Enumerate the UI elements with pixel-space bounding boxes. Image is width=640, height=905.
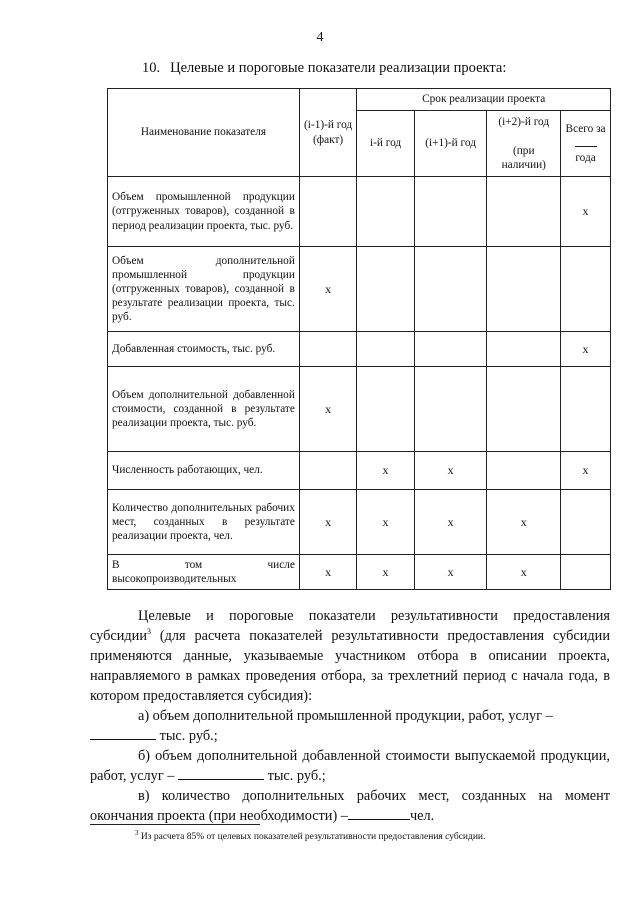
item-a: [90, 706, 610, 746]
item-c-blank: [348, 807, 410, 820]
cell-i2: [487, 247, 561, 332]
header-year-i2-line1: (i+2)-й год: [498, 116, 550, 129]
cell-i: [357, 367, 414, 452]
cell-i2: [487, 452, 561, 490]
cell-i1: x: [414, 490, 487, 555]
cell-i1: [414, 332, 487, 367]
table-row: [108, 247, 611, 332]
item-b-unit: тыс. руб.;: [264, 768, 326, 784]
header-total-line1: Всего за: [565, 122, 606, 135]
table-row: [108, 332, 611, 367]
header-indicator-name: Наименование показателя: [108, 89, 300, 177]
cell-i1: [414, 247, 487, 332]
cell-total: x: [561, 452, 611, 490]
header-term-group: Срок реализации проекта: [357, 89, 611, 111]
cell-i: x: [357, 490, 414, 555]
item-b-blank: [178, 767, 264, 780]
intro-text-b: (для расчета показателей результативности предоставления субсидии применяются данные, указываемые участником отбора в описании проекта, направляемого в рамках проведения отбора, за трехлетний период с начала года, в котором предоставляется субсидия):: [90, 628, 610, 704]
cell-i: x: [357, 555, 414, 590]
indicators-table: [107, 88, 611, 590]
row-name: Объем дополнительной добавленной стоимости, созданной в результате реализации проекта, тыс. руб.: [108, 367, 300, 452]
header-year-i2: [487, 111, 561, 177]
item-b: [90, 746, 610, 786]
intro-text-a: Целевые и пороговые показатели результативности предоставления субсидии: [90, 608, 610, 644]
section-number: 10.: [142, 60, 161, 76]
cell-i: [357, 332, 414, 367]
intro-paragraph: [90, 606, 610, 706]
cell-prev: x: [299, 490, 356, 555]
item-c: [90, 786, 610, 826]
cell-i2: [487, 332, 561, 367]
cell-i1: x: [414, 452, 487, 490]
header-year-i1: (i+1)-й год: [414, 111, 487, 177]
header-total: [561, 111, 611, 177]
item-b-text: б) объем дополнительной добавленной стоимости выпускаемой продукции, работ, услуг –: [90, 748, 610, 784]
section-title: [142, 60, 506, 77]
row-name: В том числе высокопроизводительных: [108, 555, 300, 590]
cell-total: [561, 555, 611, 590]
footnote-ref: 3: [146, 627, 151, 637]
body-text: [90, 606, 610, 826]
page-number: 4: [316, 30, 324, 45]
cell-i1: [414, 367, 487, 452]
cell-prev: x: [299, 247, 356, 332]
row-name: Добавленная стоимость, тыс. руб.: [108, 332, 300, 367]
item-a-unit: тыс. руб.;: [156, 728, 218, 744]
cell-total: x: [561, 177, 611, 247]
cell-i2: [487, 367, 561, 452]
cell-prev: [299, 332, 356, 367]
cell-prev: [299, 452, 356, 490]
cell-total: [561, 247, 611, 332]
footnote-text: Из расчета 85% от целевых показателей результативности предоставления субсидии.: [138, 832, 486, 842]
cell-prev: x: [299, 367, 356, 452]
cell-total: x: [561, 332, 611, 367]
row-name: Численность работающих, чел.: [108, 452, 300, 490]
row-name: Объем дополнительной промышленной продукции (отгруженных товаров), созданной в результате реализации проекта, тыс. руб.: [108, 247, 300, 332]
row-name: Количество дополнительных рабочих мест, созданных в результате реализации проекта, чел.: [108, 490, 300, 555]
cell-i: [357, 177, 414, 247]
cell-i: [357, 247, 414, 332]
row-name: Объем промышленной продукции (отгруженных товаров), созданной в период реализации проекта, тыс. руб.: [108, 177, 300, 247]
cell-i: x: [357, 452, 414, 490]
cell-i1: x: [414, 555, 487, 590]
cell-i2: x: [487, 555, 561, 590]
cell-i1: [414, 177, 487, 247]
footnote-separator: [90, 824, 260, 825]
table-row: [108, 490, 611, 555]
header-year-i2-line2: (при наличии): [501, 144, 546, 171]
cell-total: [561, 367, 611, 452]
cell-i2: x: [487, 490, 561, 555]
table-row: [108, 555, 611, 590]
cell-prev: x: [299, 555, 356, 590]
table-header-row: [108, 89, 611, 111]
footnote-marker: 3: [135, 828, 139, 837]
table-row: [108, 367, 611, 452]
section-title-text: Целевые и пороговые показатели реализации проекта:: [170, 60, 507, 76]
item-c-text: в) количество дополнительных рабочих мест, созданных на момент окончания проекта (при необходимости) –: [90, 788, 610, 824]
header-total-line2: года: [575, 152, 596, 165]
cell-total: [561, 490, 611, 555]
footnote: [135, 828, 486, 842]
item-a-blank: [90, 727, 156, 740]
item-a-text: а) объем дополнительной промышленной продукции, работ, услуг –: [138, 708, 553, 724]
table-row: [108, 452, 611, 490]
cell-i2: [487, 177, 561, 247]
header-year-i: i-й год: [357, 111, 414, 177]
header-prev-year: (i-1)-й год (факт): [299, 89, 356, 177]
header-total-blank: [575, 136, 597, 147]
item-c-unit: чел.: [409, 808, 435, 824]
cell-prev: [299, 177, 356, 247]
table-row: [108, 177, 611, 247]
